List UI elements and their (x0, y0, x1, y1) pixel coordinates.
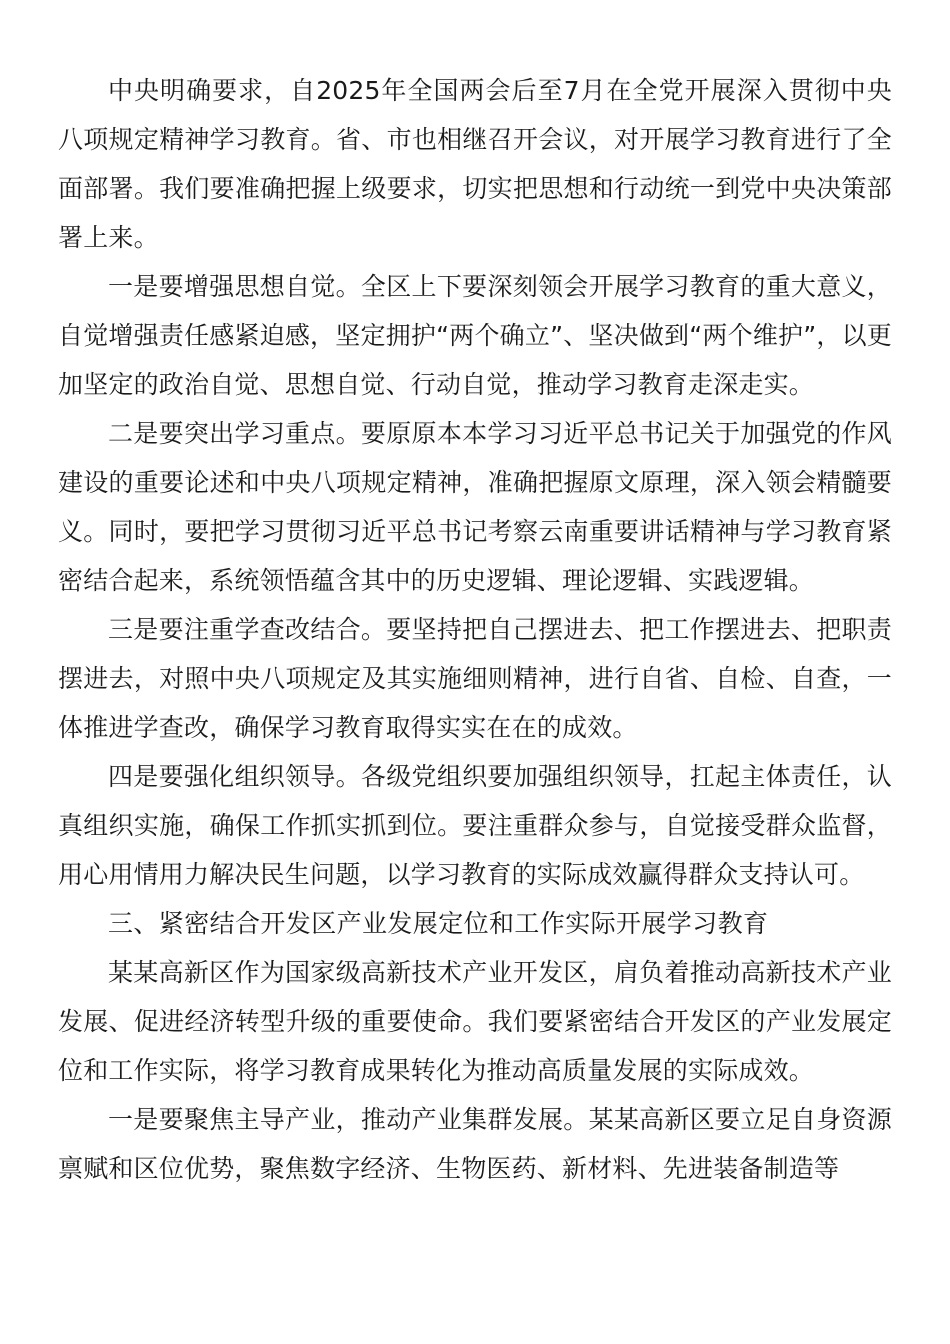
paragraph-study-check-correct: 三是要注重学查改结合。要坚持把自己摆进去、把工作摆进去、把职责摆进去，对照中央八项规定及其实施细则精神，进行自省、自检、自查，一体推进学查改，确保学习教育取得实实在在的成效。 (58, 615, 892, 742)
paragraph-central-requirement: 中央明确要求，自2025年全国两会后至7月在全党开展深入贯彻中央八项规定精神学习教育。省、市也相继召开会议，对开展学习教育进行了全面部署。我们要准确把握上级要求，切实把思想和行动统一到党中央决策部署上来。 (58, 76, 892, 252)
paragraph-ideological-awareness: 一是要增强思想自觉。全区上下要深刻领会开展学习教育的重大意义，自觉增强责任感紧迫感，坚定拥护“两个确立”、坚决做到“两个维护”，以更加坚定的政治自觉、思想自觉、行动自觉，推动学习教育走深走实。 (58, 272, 892, 399)
document-body (58, 66, 892, 1193)
paragraph-study-focus: 二是要突出学习重点。要原原本本学习习近平总书记关于加强党的作风建设的重要论述和中央八项规定精神，准确把握原文原理，深入领会精髓要义。同时，要把学习贯彻习近平总书记考察云南重要讲话精神与学习教育紧密结合起来，系统领悟蕴含其中的历史逻辑、理论逻辑、实践逻辑。 (58, 419, 892, 595)
paragraph-leading-industries: 一是要聚焦主导产业，推动产业集群发展。某某高新区要立足自身资源禀赋和区位优势，聚焦数字经济、生物医药、新材料、先进装备制造等 (58, 1105, 892, 1183)
section-heading: 三、紧密结合开发区产业发展定位和工作实际开展学习教育 (108, 909, 769, 938)
paragraph-organizational-leadership: 四是要强化组织领导。各级党组织要加强组织领导，扛起主体责任，认真组织实施，确保工作抓实抓到位。要注重群众参与，自觉接受群众监督，用心用情用力解决民生问题，以学习教育的实际成效赢得群众支持认可。 (58, 762, 892, 889)
paragraph-high-tech-zone-mission: 某某高新区作为国家级高新技术产业开发区，肩负着推动高新技术产业发展、促进经济转型升级的重要使命。我们要紧密结合开发区的产业发展定位和工作实际，将学习教育成果转化为推动高质量发展的实际成效。 (58, 958, 892, 1085)
